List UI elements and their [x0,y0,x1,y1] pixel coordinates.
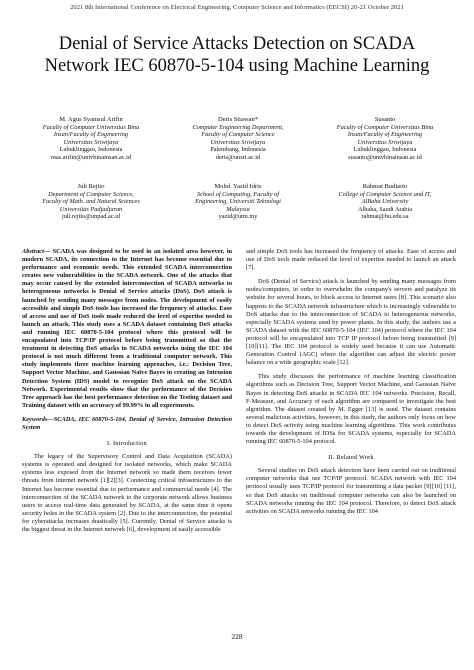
author-name: Rahmat Budiarto [362,183,408,190]
paragraph: This study discusses the performance of machine learning classification algorithms such as Decision Tree, Support Vector Machine, and Gaussian Naïve Bayes in detecting DoS attacks in SCADA IEC 104 networks. Precision, Recall, F-Measure, and Accuracy of each algorithm are compared to investigate the best algorithm. The dataset created by M. Egger [13] is used. The dataset contains several malicious activities, however, in this study, the authors only focus on how to detect DoS activity using machine learning algorithms. This work contributes towards the development of IDSs for SCADA systems, especially for SCADA running IEC 60870-5-104 protocol. [246,373,456,446]
author-block [18,183,164,221]
abstract [22,248,232,410]
paragraph: Several studies on DoS attack detection have been carried out on traditional computer networks that use TCP/IP protocol. SCADA network with IEC 104 protocol usually uses TCP/IP protocol for transmitting a data packet [9][10] [11], so that DoS attacks on traditional computer networks can also be launched on SCADA networks running the IEC 104 protocol. Therefore, to detect DoS attack activities on SCADA networks running the IEC 104 [246,467,456,515]
author-affiliation: Universitas Sriwijaya [210,138,266,146]
author-name: Juli Rejito [77,183,105,190]
author-affiliation: Universitas Sriwijaya [357,138,413,146]
author-affiliation: Universitas Padjadjaran [59,205,123,213]
author-affiliation: Faculty of Math. and Natural Sciences [42,198,140,206]
author-location: Lubuklinggau, Indonesia [59,146,123,154]
page-number: 228 [231,632,243,641]
author-affiliation: AlBaha University [361,198,409,206]
author-affiliation: Engineering, Universiti Teknologi [195,198,281,206]
conference-header: 2021 8th International Conference on Electrical Engineering, Computer Science and Informatics (EECSI) 20-21 October 2021 [70,4,404,11]
author-block [18,116,164,162]
author-row-2 [18,183,458,221]
author-affiliation: Faculty of Computer Universitas Bina [42,123,140,131]
author-row-1 [18,116,458,162]
author-block [312,116,458,162]
author-name: M. Agus Syamsul Arifin [59,116,123,123]
author-email: mas.arifin@univbinainsan.ac.id [50,153,132,161]
author-location: Albaha, Saudi Arabia [357,205,413,213]
author-name: Susanto [374,116,396,123]
author-email: deris@unsri.ac.id [215,153,261,161]
title-line-2: Network IEC 60870-5-104 using Machine Learning [44,56,430,76]
author-name: Mohd. Yazid Idris [214,183,262,190]
author-affiliation: Department of Computer Science, [48,190,134,198]
author-block [165,116,311,162]
author-location: Palembang, Indonesia [210,146,266,154]
author-location: Lubuklinggau, Indonesia [353,146,417,154]
paragraph: The legacy of the Supervisory Control and Data Acquisition (SCADA) systems is operated and designed for isolated networks, which make SCADA systems less exposed from the Internet network so made them receives fewer threats from internet network [1][2][3]. Connecting critical infrastructures to the Internet has become essential due to performance and commercial needs [4]. The interconnection of the SCADA network to the corporate network allows business users to access real-time data generated by SCADA, at the same time it opens security holes in the SCADA system [2]. Due to the interconnection, the potential for cyberattacks increases drastically [5]. Currently, Denial of Service attacks is the biggest threat in the Internet network [6], development of easily accessible [22,453,232,533]
author-affiliation: Universitas Sriwijaya [63,138,119,146]
author-affiliation: Computer Engineering Department, [192,123,284,131]
right-column [246,248,456,522]
author-block [165,183,311,221]
author-affiliation: Faculty of Computer Science [201,131,275,139]
author-affiliation: Faculty of Computer Universitas Bina [336,123,434,131]
section-heading-introduction: I. Introduction [107,440,147,448]
paragraph: DoS (Denial of Service) attack is launched by sending many messages from nodes/computers, in order to overwhelm the company's servers and paralyze its website for several hours, to block access to Internet users [8]. This scenario also happens to the SCADA network infrastructure which is increasingly vulnerable to DoS attacks due to the interconnection of SCADA to heterogeneous networks, especially SCADA systems used by power plants. In this study, the authors use a SCADA dataset with the IEC 60870-5-104 (IEC 104) protocol where the IEC 104 protocol will be encapsulated into TCP IP protocol before being transmitted [9][10][11]. The IEC 104 protocol is widely used because it can use Automatic Generation Control (AGC) where the algorithm can adjust the electric power balance on a wide geographic scale [12]. [246,278,456,367]
author-email: juli.rejito@unpad.ac.id [61,213,121,221]
title-line-1: Denial of Service Attacks Detection on SCADA [58,34,416,54]
abstract-lead: Abstract— [22,248,51,255]
author-email: rahmat@bu.edu.sa [361,213,409,221]
author-name: Deris Stiawan* [218,116,258,123]
author-affiliation: Insan/Faculty of Engineering [347,131,423,139]
author-block [312,183,458,221]
author-email: yazid@utm.my [218,213,258,221]
author-email: susanto@univbinainsan.ac.id [348,153,422,161]
paragraph: and simple DoS tools has increased the frequency of attacks. Ease of access and use of DoS tools made reduced the level of expertise needed to launch an attack [7]. [246,248,456,272]
author-affiliation: Insan/Faculty of Engineering [53,131,129,139]
author-affiliation: College of Computer Science and IT, [338,190,432,198]
left-column [22,248,232,540]
section-heading-related-work: II. Related Work [328,454,374,462]
author-affiliation: School of Computing, Faculty of [196,190,280,198]
paper-title [10,33,464,77]
abstract-text: SCADA was designed to be used in an isolated area however, in modern SCADA, its connection to the Internet has become essential due to performance and economic needs. This extended SCADA interconnection creates new vulnerabilities in the SCADA network. One of the attacks that may occur caused by the extended interconnection of SCADA networks to heterogeneous networks is Denial of Service attacks (DoS). DoS attack is launched by sending many messages from nodes. The development of easily accessible and simple DoS tools has increased the frequency of attacks. Ease of access and use of DoS tools made reduced the level of expertise needed to launch an attack. This study uses a SCADA dataset containing DoS attacks and running IEC 60870-5-104 protocol where this protocol will be encapsulated into TCP/IP protocol before being transmitted so that the treatment in detecting DoS attacks in SCADA networks using the IEC 104 protocol is not much different from a traditional computer network. This study implements three machine learning approaches, i.e.: Decision Tree, Support Vector Machine, and Gaussian Naïve Bayes in creating an Intrusion Detection System (IDS) model to recognize DoS attack on the SCADA Network. Experimental results show that the performance of the Decision Tree approach has the best performance detection on the Testing dataset and Training dataset with an accuracy of 99.99% in all experiments. [22,248,232,409]
keywords: Keywords—SCADA, IEC 60870-5-104, Denial of Service, Intrusion Detection System [22,415,232,431]
author-affiliation: Malaysia [226,205,250,213]
